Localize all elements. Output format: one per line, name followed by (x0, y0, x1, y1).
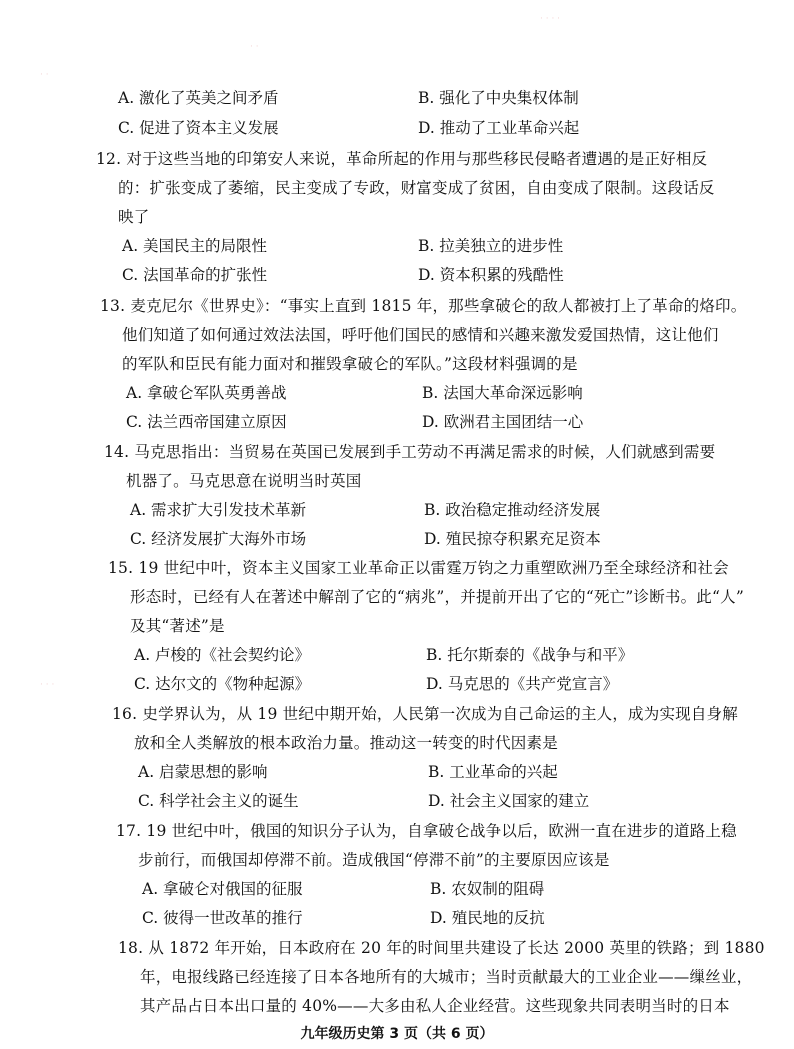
q18-stem-line-2: 年，电报线路已经连接了日本各地所有的大城市；当时贡献最大的工业企业——缫丝业， (140, 968, 753, 986)
q16-option-a: A. 启蒙思想的影响 (138, 763, 268, 781)
q11-option-d: D. 推动了工业革命兴起 (418, 119, 580, 137)
q15-stem-line-3: 及其“著述”是 (130, 617, 225, 635)
q17-option-c: C. 彼得一世改革的推行 (142, 909, 303, 927)
scan-artifact: · · (40, 70, 49, 80)
q12-option-c: C. 法国革命的扩张性 (122, 266, 268, 284)
q14-option-a: A. 需求扩大引发技术革新 (130, 501, 307, 519)
q13-option-d: D. 欧洲君主国团结一心 (422, 413, 584, 431)
q12-stem-line-3: 映了 (118, 208, 150, 226)
q13-option-a: A. 拿破仑军队英勇善战 (126, 384, 287, 402)
q12-option-a: A. 美国民主的局限性 (122, 237, 268, 255)
q18-stem-line-1: 18. 从 1872 年开始，日本政府在 20 年的时间里共建设了长达 2000 英里的铁路；到 1880 (118, 939, 765, 957)
q15-option-c: C. 达尔文的《物种起源》 (134, 675, 311, 693)
q12-stem-line-1: 12. 对于这些当地的印第安人来说，革命所起的作用与那些移民侵略者遭遇的是正好相反 (96, 150, 708, 168)
q15-stem-line-2: 形态时，已经有人在著述中解剖了它的“病兆”，并提前开出了它的“死亡”诊断书。此“人” (130, 588, 744, 606)
q17-option-a: A. 拿破仑对俄国的征服 (142, 880, 303, 898)
q17-stem-line-1: 17. 19 世纪中叶，俄国的知识分子认为，自拿破仑战争以后，欧洲一直在进步的道路上稳 (116, 822, 737, 840)
q16-stem-line-1: 16. 史学界认为，从 19 世纪中期开始，人民第一次成为自己命运的主人，成为实现自身解 (112, 705, 738, 723)
q17-option-b: B. 农奴制的阻碍 (430, 880, 545, 898)
q14-option-c: C. 经济发展扩大海外市场 (130, 530, 307, 548)
q14-stem-line-2: 机器了。马克思意在说明当时英国 (126, 472, 362, 490)
q18-stem-line-3: 其产品占日本出口量的 40%——大多由私人企业经营。这些现象共同表明当时的日本 (140, 997, 730, 1015)
q15-option-d: D. 马克思的《共产党宣言》 (426, 675, 619, 693)
q16-option-d: D. 社会主义国家的建立 (428, 792, 590, 810)
q13-option-b: B. 法国大革命深远影响 (422, 384, 583, 402)
q15-option-b: B. 托尔斯泰的《战争与和平》 (426, 646, 634, 664)
q16-option-b: B. 工业革命的兴起 (428, 763, 558, 781)
q13-stem-line-2: 他们知道了如何通过效法法国，呼吁他们国民的感情和兴趣来激发爱国热情，这让他们 (122, 326, 719, 344)
q14-option-d: D. 殖民掠夺积累充足资本 (424, 530, 601, 548)
q14-option-b: B. 政治稳定推动经济发展 (424, 501, 601, 519)
q12-option-d: D. 资本积累的残酷性 (418, 266, 564, 284)
q15-option-a: A. 卢梭的《社会契约论》 (134, 646, 311, 664)
q12-option-b: B. 拉美独立的进步性 (418, 237, 564, 255)
q11-option-a: A. 激化了英美之间矛盾 (118, 89, 279, 107)
page-footer: 九年级历史第 3 页（共 6 页） (300, 1026, 494, 1042)
q14-stem-line-1: 14. 马克思指出：当贸易在英国已发展到手工劳动不再满足需求的时候，人们就感到需要 (104, 443, 716, 461)
scan-artifact: · · · (40, 680, 55, 690)
q11-option-b: B. 强化了中央集权体制 (418, 89, 579, 107)
q11-option-c: C. 促进了资本主义发展 (118, 119, 279, 137)
scan-artifact: · · · · (540, 14, 561, 24)
q13-option-c: C. 法兰西帝国建立原因 (126, 413, 287, 431)
scan-artifact: · · (250, 42, 259, 52)
q16-stem-line-2: 放和全人类解放的根本政治力量。推动这一转变的时代因素是 (134, 734, 558, 752)
q17-stem-line-2: 步前行，而俄国却停滞不前。造成俄国“停滞不前”的主要原因应该是 (138, 851, 610, 869)
q15-stem-line-1: 15. 19 世纪中叶，资本主义国家工业革命正以雷霆万钧之力重塑欧洲乃至全球经济和社会 (108, 559, 729, 577)
q17-option-d: D. 殖民地的反抗 (430, 909, 545, 927)
q13-stem-line-3: 的军队和臣民有能力面对和摧毁拿破仑的军队。”这段材料强调的是 (122, 355, 578, 373)
q12-stem-line-2: 的：扩张变成了萎缩，民主变成了专政，财富变成了贫困，自由变成了限制。这段话反 (118, 179, 715, 197)
q13-stem-line-1: 13. 麦克尼尔《世界史》：“事实上直到 1815 年，那些拿破仑的敌人都被打上了革命的烙印。 (100, 297, 747, 315)
q16-option-c: C. 科学社会主义的诞生 (138, 792, 299, 810)
